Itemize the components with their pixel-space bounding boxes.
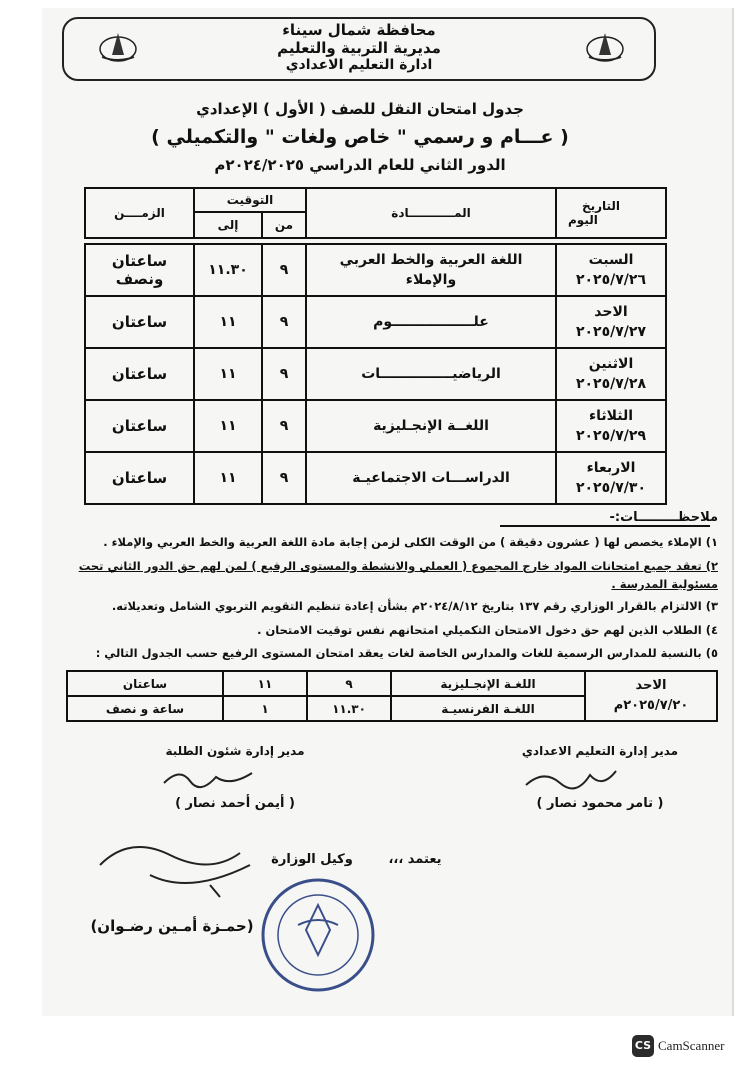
- duration-cell: ساعتان: [85, 348, 194, 400]
- from-cell: ١١.٣٠: [307, 696, 391, 721]
- note-item: ٥) بالنسبة للمدارس الرسمية للغات والمدارس الخاصة لغات يعقد امتحان المستوى الرفيع حسب الجدول التالي :: [95, 646, 718, 660]
- to-header: إلى: [194, 212, 262, 238]
- subject-cell: علـــــــــــــــــوم: [306, 296, 556, 348]
- to-cell: ١١: [223, 671, 307, 696]
- header-box: [62, 17, 656, 81]
- academic-year: الدور الثاني للعام الدراسي ٢٠٢٤/٢٠٢٥م: [214, 156, 506, 174]
- note-item: ٣) الالتزام بالقرار الوزاري رقم ١٣٧ بتاريخ ٢٠٢٤/٨/١٢م بشأن إعادة تنظيم التقويم التربوي الشامل وتعديلاته.: [111, 599, 718, 613]
- date-text: ٢٠٢٥/٧/٢٧: [575, 324, 647, 340]
- to-cell: ١١: [194, 296, 262, 348]
- signature-student-affairs: [160, 765, 260, 793]
- table-row: [85, 244, 666, 296]
- date-cell: [556, 296, 666, 348]
- high-level-exam-table: [66, 670, 718, 722]
- prep-education-name: ( تامر محمود نصار ): [536, 796, 664, 811]
- day-text: السبت: [588, 252, 634, 268]
- governorate-name: محافظة شمال سيناء: [282, 21, 436, 39]
- to-cell: ١١: [194, 400, 262, 452]
- day-text: الاربعاء: [586, 460, 636, 476]
- duration-header: الزمــــن: [85, 188, 194, 238]
- note-item: ٢) تعقد جميع امتحانات المواد خارج المجموع ( العملي والانشطة والمستوى الرفيع ) لمن لهم حق الدور الثاني تحت مسئولية المدرسة .: [78, 559, 718, 591]
- table-header-row: [85, 188, 666, 212]
- note-item: ٤) الطلاب الذين لهم حق دخول الامتحان التكميلي امتحانهم نفس توقيت الامتحان .: [257, 623, 718, 637]
- day-text: الاحد: [635, 678, 667, 693]
- table-row: [85, 296, 666, 348]
- subject-cell: اللغة العربية والخط العربي والإملاء: [306, 244, 556, 296]
- signature-deputy: [90, 835, 270, 905]
- from-cell: ٩: [307, 671, 391, 696]
- duration-cell: ساعة و نصف: [67, 696, 223, 721]
- subject-cell: اللغــة الإنجـليزية: [306, 400, 556, 452]
- student-affairs-name: ( أيمن أحمد نصار ): [175, 796, 295, 811]
- day-text: الاحد: [594, 304, 628, 320]
- table-row: [67, 671, 717, 696]
- notes-heading: ملاحظـــــــــات:-: [609, 510, 718, 525]
- date-text: ٢٠٢٥/٧/٢٦: [575, 272, 647, 288]
- deputy-title: وكيل الوزارة: [271, 852, 353, 867]
- to-cell: ١١: [194, 348, 262, 400]
- date-text: ٢٠٢٥/٧/٢٩: [575, 428, 647, 444]
- subject-cell: الدراســـات الاجتماعيـة: [306, 452, 556, 504]
- day-text: الثلاثاء: [588, 408, 634, 424]
- duration-cell: ساعتان: [85, 400, 194, 452]
- duration-cell: ساعتان: [85, 296, 194, 348]
- exam-schedule-table: [84, 187, 667, 505]
- date-cell: [585, 671, 717, 721]
- timing-header: التوقيت: [194, 188, 306, 212]
- student-affairs-title: مدير إدارة شئون الطلبة: [165, 744, 305, 758]
- page-title: جدول امتحان النقل للصف ( الأول ) الإعدادي: [196, 100, 524, 118]
- administration-name: ادارة التعليم الاعدادي: [285, 57, 433, 73]
- subject-cell: اللغـة الفرنسيـة: [391, 696, 585, 721]
- date-text: ٢٠٢٥/٧/٢٨: [575, 376, 647, 392]
- day-text: الاثنين: [588, 356, 634, 372]
- note-item: ١) الإملاء يخصص لها ( عشرون دقيقة ) من الوقت الكلى لزمن إجابة مادة اللغة العربية والخط العربي والإملاء .: [103, 535, 718, 549]
- date-text: ٢٠٢٥/٧/٢٠م: [613, 698, 689, 713]
- from-cell: ٩: [262, 296, 306, 348]
- directorate-name: مديرية التربية والتعليم: [277, 39, 441, 57]
- duration-cell: ساعتان: [67, 671, 223, 696]
- date-cell: [556, 348, 666, 400]
- camscanner-logo-icon: CS: [632, 1035, 654, 1057]
- camscanner-watermark: [632, 1033, 750, 1059]
- camscanner-label: CamScanner: [658, 1038, 725, 1053]
- subject-header: المـــــــــــادة: [306, 188, 556, 238]
- prep-education-title: مدير إدارة التعليم الاعدادي: [521, 744, 679, 758]
- table-row: [85, 452, 666, 504]
- day-header: اليوم: [568, 213, 598, 227]
- from-header: من: [262, 212, 306, 238]
- duration-cell: ساعتان: [85, 452, 194, 504]
- date-header: التاريخ: [581, 199, 621, 213]
- signature-prep-education: [520, 765, 620, 795]
- subject-cell: اللغـة الإنجـليزية: [391, 671, 585, 696]
- to-cell: ١١.٣٠: [194, 244, 262, 296]
- to-cell: ١: [223, 696, 307, 721]
- duration-cell: ساعتان ونصف: [85, 244, 194, 296]
- date-day-header: [556, 188, 666, 238]
- from-cell: ٩: [262, 452, 306, 504]
- approve-label: يعتمد ،،،: [388, 852, 442, 867]
- table-row: [85, 348, 666, 400]
- notes-underline: [500, 525, 710, 527]
- date-cell: [556, 452, 666, 504]
- table-row: [85, 400, 666, 452]
- deputy-name: (حمـزة أمـين رضـوان): [90, 917, 254, 935]
- official-seal-icon: [258, 875, 378, 995]
- from-cell: ٩: [262, 400, 306, 452]
- date-text: ٢٠٢٥/٧/٣٠: [575, 480, 647, 496]
- subject-cell: الرياضيـــــــــــــــات: [306, 348, 556, 400]
- to-cell: ١١: [194, 452, 262, 504]
- date-cell: [556, 244, 666, 296]
- date-cell: [556, 400, 666, 452]
- from-cell: ٩: [262, 348, 306, 400]
- from-cell: ٩: [262, 244, 306, 296]
- page-subtitle: ( عـــام و رسمي " خاص ولغات " والتكميلي ): [151, 126, 569, 148]
